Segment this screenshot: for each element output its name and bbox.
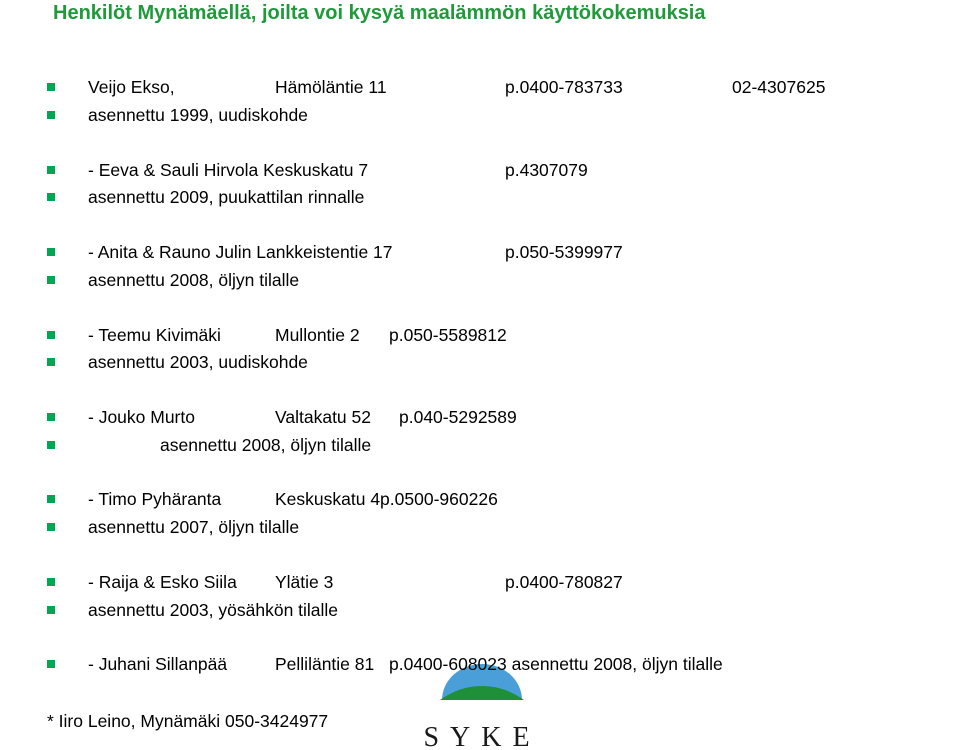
list-item [0, 241, 959, 265]
phone: p.050-5589812 [389, 325, 507, 345]
bullet-icon [47, 358, 55, 366]
list-item [0, 488, 959, 512]
person-name: - Teemu Kivimäki [88, 325, 221, 345]
list-item-note [0, 186, 959, 210]
bullet-icon [47, 523, 55, 531]
phone: p.040-5292589 [399, 407, 517, 427]
install-note: asennettu 2003, yösähkön tilalle [88, 600, 339, 620]
person-name: - Raija & Esko Siila [88, 572, 237, 592]
phone: p.0400-783733 [505, 77, 623, 97]
list-item-note [0, 269, 959, 293]
phone: p.4307079 [505, 160, 588, 180]
person-name: - Eeva & Sauli Hirvola Keskuskatu 7 [88, 160, 369, 180]
bullet-icon [47, 660, 55, 668]
person-name: Veijo Ekso, [88, 77, 175, 97]
install-note: asennettu 2008, öljyn tilalle [160, 435, 372, 455]
list-item [0, 324, 959, 348]
list-item-note [0, 516, 959, 540]
phone: p.0400-608023 asennettu 2008, öljyn tilalle [389, 654, 723, 674]
install-note: asennettu 2003, uudiskohde [88, 352, 308, 372]
address: Mullontie 2 [275, 325, 360, 345]
list-item-note [0, 104, 959, 128]
bullet-icon [47, 606, 55, 614]
list-item-note [0, 434, 959, 458]
bullet-icon [47, 331, 55, 339]
address: Keskuskatu 4p.0500-960226 [275, 489, 498, 509]
person-name: - Anita & Rauno Julin Lankkeistentie 17 [88, 242, 393, 262]
bullet-icon [47, 413, 55, 421]
page-title: Henkilöt Mynämäellä, joilta voi kysyä maalämmön käyttökokemuksia [53, 2, 706, 24]
person-name: - Jouko Murto [88, 407, 195, 427]
install-note: asennettu 2007, öljyn tilalle [88, 517, 300, 537]
address: Pelliläntie 81 [275, 654, 375, 674]
bullet-icon [47, 193, 55, 201]
list-item [0, 406, 959, 430]
install-note: asennettu 1999, uudiskohde [88, 105, 308, 125]
bullet-icon [47, 495, 55, 503]
bullet-icon [47, 441, 55, 449]
list-item [0, 653, 959, 677]
footer-contact: * Iiro Leino, Mynämäki 050-3424977 [47, 711, 329, 731]
person-name: - Timo Pyhäranta [88, 489, 222, 509]
bullet-icon [47, 166, 55, 174]
bullet-icon [47, 111, 55, 119]
phone: p.0400-780827 [505, 572, 623, 592]
address: Hämöläntie 11 [275, 77, 387, 97]
bullet-icon [47, 578, 55, 586]
bullet-icon [47, 248, 55, 256]
list-item [0, 571, 959, 595]
phone-secondary: 02-4307625 [732, 77, 826, 97]
install-note: asennettu 2008, öljyn tilalle [88, 270, 300, 290]
list-item [0, 76, 959, 100]
bullet-icon [47, 276, 55, 284]
person-name: - Juhani Sillanpää [88, 654, 228, 674]
list-item-note [0, 351, 959, 375]
list-item [0, 159, 959, 183]
phone: p.050-5399977 [505, 242, 623, 262]
logo-text: SYKE [423, 722, 541, 750]
address: Valtakatu 52 [275, 407, 371, 427]
bullet-icon [47, 83, 55, 91]
list-item-note [0, 599, 959, 623]
logo-base [444, 700, 520, 709]
address: Ylätie 3 [275, 572, 334, 592]
install-note: asennettu 2009, puukattilan rinnalle [88, 187, 365, 207]
